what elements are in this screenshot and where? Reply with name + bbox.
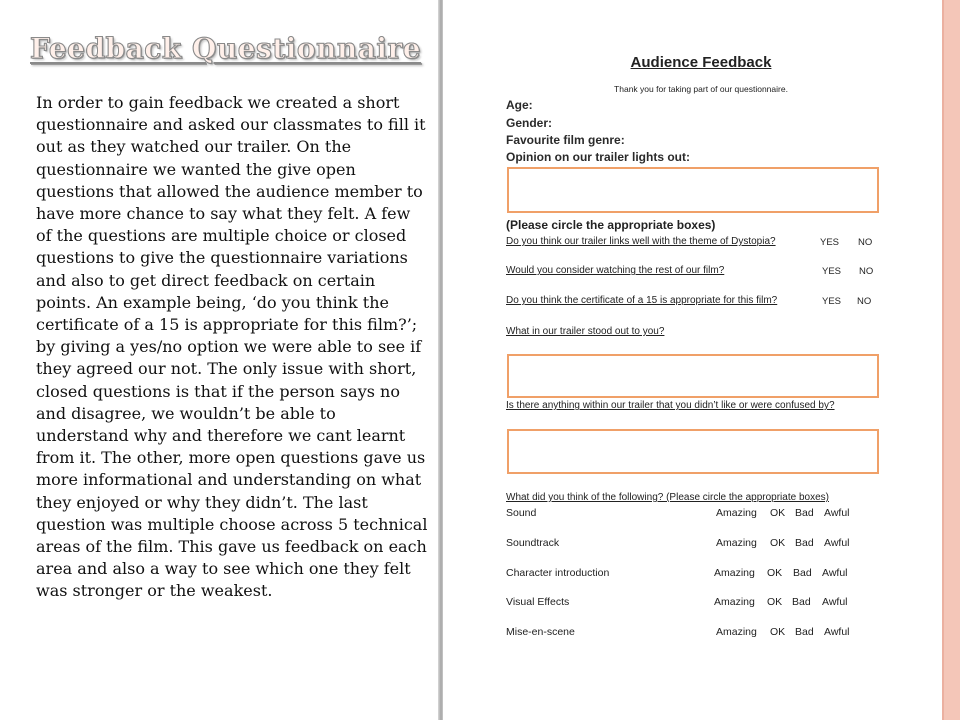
rating-row-label: Mise-en-scene <box>506 626 575 638</box>
field-age: Age: <box>506 98 533 112</box>
rating-option: OK <box>770 507 786 519</box>
option-yes: YES <box>822 266 842 277</box>
rating-option: OK <box>770 626 786 638</box>
rating-row-label: Soundtrack <box>506 537 560 549</box>
field-gender: Gender: <box>506 116 553 130</box>
yes-no-question: Do you think the certificate of a 15 is appropriate for this film? <box>506 295 778 306</box>
rating-option: Awful <box>824 626 850 638</box>
rating-row-label: Character introduction <box>506 567 610 579</box>
rating-option: Awful <box>822 596 848 608</box>
answer-box-opinion <box>507 167 879 213</box>
rating-option: Bad <box>792 596 811 608</box>
decorative-border <box>942 0 960 720</box>
option-no: NO <box>857 296 872 307</box>
open-question: Is there anything within our trailer that you didn’t like or were confused by? <box>506 400 835 411</box>
rating-option: Bad <box>795 537 814 549</box>
body-text: In order to gain feedback we created a short questionnaire and asked our classmates to fill it out as they watched our trailer. On the questionnaire we wanted the give open questions that allowed the audience member to have more chance to say what they felt. A few of the questions are multiple choice or closed questions to give the questionnaire variations and also to get direct feedback on certain points. An example being, ‘do you think the certificate of a 15 is appropriate for this film?’; by giving a yes/no option we were able to see if they agreed our not. The only issue with short, closed questions is that if the person says no and disagree, we wouldn’t be able to understand why and therefore we cant learnt from it. The other, more open questions gave us more informational and understanding on what they enjoyed or why they didn’t. The last question was multiple choose across 5 technical areas of the film. This gave us feedback on each area and also a way to see which one they felt was stronger or the weakest. <box>36 93 428 601</box>
rating-option: Awful <box>824 537 850 549</box>
rating-option: Bad <box>795 507 814 519</box>
option-no: NO <box>858 237 873 248</box>
rating-option: Awful <box>824 507 850 519</box>
answer-box-stood-out <box>507 354 879 398</box>
rating-row-label: Sound <box>506 507 537 519</box>
rating-option: Amazing <box>716 507 757 519</box>
rating-option: Amazing <box>714 567 755 579</box>
questionnaire-image <box>496 50 896 650</box>
option-yes: YES <box>822 296 842 307</box>
form-title: Audience Feedback <box>630 54 772 71</box>
option-yes: YES <box>820 237 840 248</box>
field-opinion: Opinion on our trailer lights out: <box>506 150 690 164</box>
rating-option: Amazing <box>716 626 757 638</box>
rating-option: Amazing <box>716 537 757 549</box>
yes-no-question: Do you think our trailer links well with the theme of Dystopia? <box>506 236 776 247</box>
rating-question: What did you think of the following? (Please circle the appropriate boxes) <box>506 492 829 503</box>
rating-option: Bad <box>795 626 814 638</box>
instruction-text: (Please circle the appropriate boxes) <box>506 218 716 232</box>
field-genre: Favourite film genre: <box>506 133 625 147</box>
answer-box-confused <box>507 429 879 474</box>
form-subtitle: Thank you for taking part of our questionnaire. <box>614 84 788 94</box>
rating-row-label: Visual Effects <box>506 596 570 608</box>
divider-rule <box>438 0 443 720</box>
slide-title: Feedback Questionnaire <box>30 32 422 65</box>
rating-option: OK <box>767 567 783 579</box>
open-question: What in our trailer stood out to you? <box>506 326 665 337</box>
rating-option: Bad <box>793 567 812 579</box>
option-no: NO <box>859 266 874 277</box>
yes-no-question: Would you consider watching the rest of our film? <box>506 265 725 276</box>
rating-option: Amazing <box>714 596 755 608</box>
rating-option: OK <box>767 596 783 608</box>
rating-option: Awful <box>822 567 848 579</box>
rating-option: OK <box>770 537 786 549</box>
